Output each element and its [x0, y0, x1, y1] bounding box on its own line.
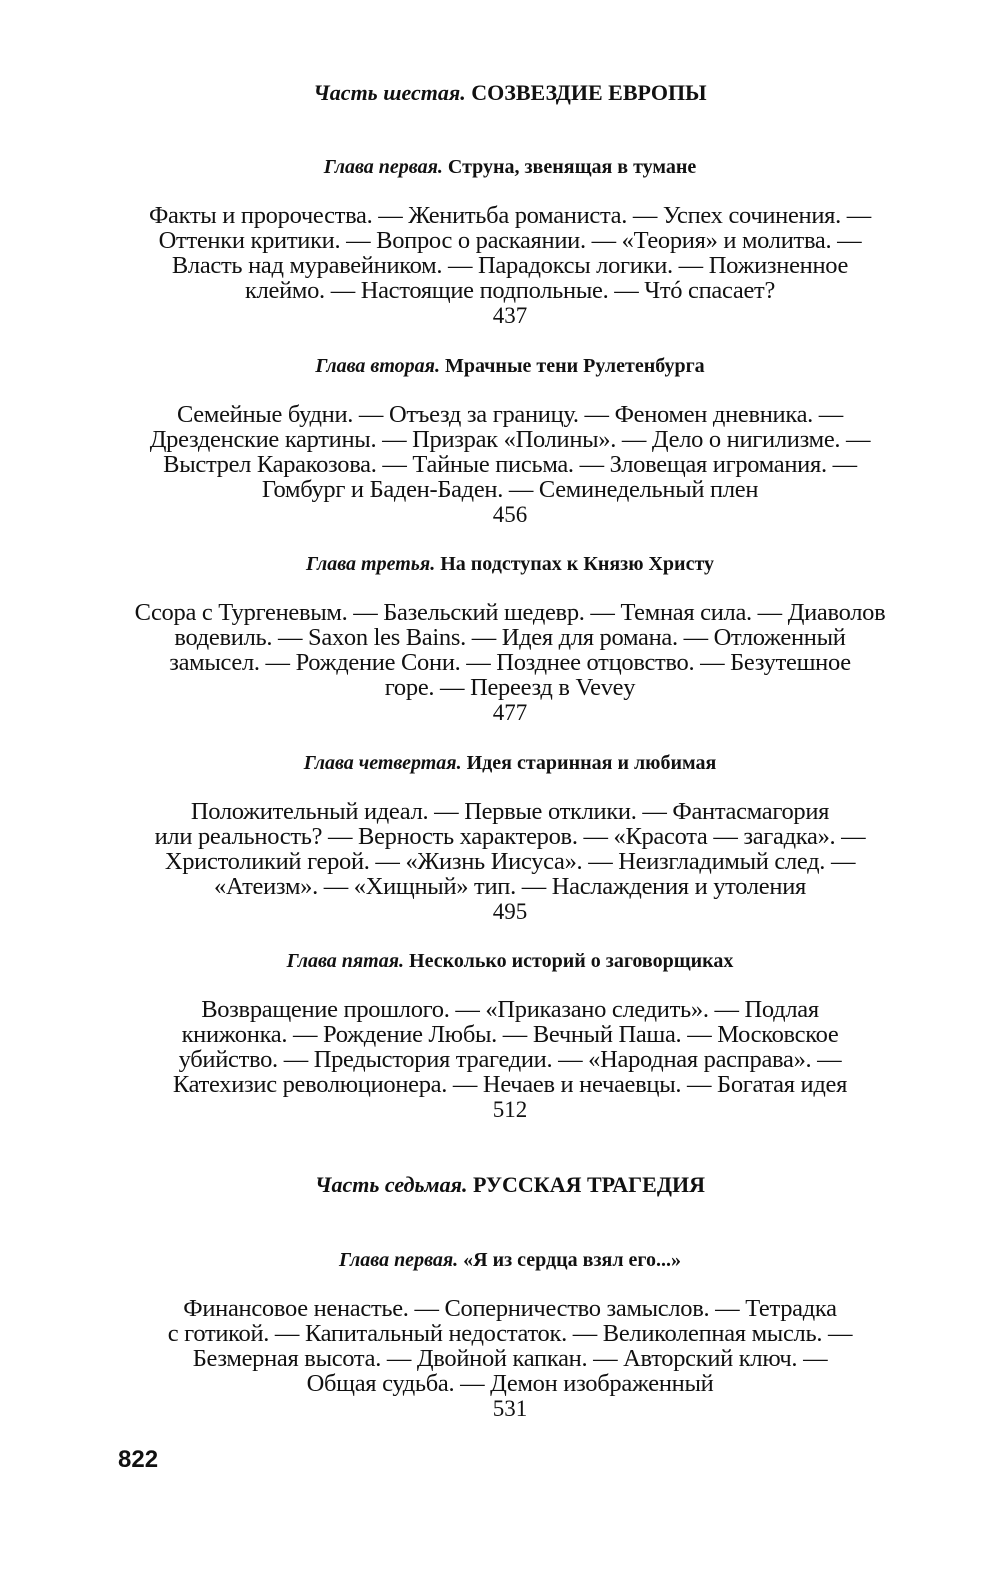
summary-line: книжонка. — Рождение Любы. — Вечный Паша. — Московское — [181, 1021, 839, 1048]
chapter-label: Глава третья. — [305, 553, 436, 575]
chapter-label: Глава пятая. — [286, 950, 405, 972]
part-heading-6 — [80, 80, 940, 106]
chapter-label: Глава вторая. — [315, 355, 440, 377]
chapter-title: Несколько историй о заговорщиках — [409, 950, 734, 972]
chapter-page-number: 456 — [492, 502, 528, 527]
page-number: 822 — [118, 1446, 159, 1473]
part-title: РУССКАЯ ТРАГЕДИЯ — [472, 1172, 705, 1197]
part-label: Часть седьмая. — [315, 1172, 468, 1197]
summary-line: Семейные будни. — Отъезд за границу. — Феномен дневника. — — [176, 401, 844, 428]
chapter-heading — [80, 751, 940, 775]
chapter-label: Глава первая. — [338, 1249, 459, 1271]
chapter-page-number: 531 — [492, 1396, 528, 1421]
summary-line: Катехизис революционера. — Нечаев и нечаевцы. — Богатая идея — [172, 1071, 848, 1098]
summary-line: Безмерная высота. — Двойной капкан. — Авторский ключ. — — [192, 1345, 828, 1372]
chapter-heading — [80, 354, 940, 378]
summary-line: клеймо. — Настоящие подпольные. — Чтó спасает? — [244, 277, 776, 304]
summary-line: с готикой. — Капитальный недостаток. — Великолепная мысль. — — [167, 1320, 853, 1347]
chapter-heading — [80, 949, 940, 973]
summary-line: Дрезденские картины. — Призрак «Полины». — Дело о нигилизме. — — [149, 426, 871, 453]
chapter-page-number: 495 — [492, 899, 528, 924]
summary-line: убийство. — Предыстория трагедии. — «Народная расправа». — — [178, 1046, 842, 1073]
summary-line: Общая судьба. — Демон изображенный — [306, 1370, 714, 1397]
summary-line: Власть над муравейником. — Парадоксы логики. — Пожизненное — [171, 252, 849, 279]
chapter-summary — [80, 997, 940, 1122]
summary-line: Факты и пророчества. — Женитьба романиста. — Успех сочинения. — — [148, 202, 871, 229]
summary-line: «Атеизм». — «Хищный» тип. — Наслаждения и утоления — [214, 873, 806, 900]
summary-line: Выстрел Каракозова. — Тайные письма. — Зловещая игромания. — — [163, 451, 857, 478]
chapter-summary — [80, 799, 940, 924]
chapter-title: На подступах к Князю Христу — [440, 553, 715, 575]
summary-line: Ссора с Тургеневым. — Базельский шедевр. — Темная сила. — Диаволов — [134, 599, 886, 626]
part-title: СОЗВЕЗДИЕ ЕВРОПЫ — [471, 80, 707, 105]
summary-line: Возвращение прошлого. — «Приказано следить». — Подлая — [201, 996, 819, 1023]
part-label: Часть шестая. — [313, 80, 466, 105]
chapter-heading — [80, 552, 940, 576]
summary-line: Оттенки критики. — Вопрос о раскаянии. — «Теория» и молитва. — — [158, 227, 862, 254]
chapter-summary — [80, 203, 940, 328]
chapter-heading — [80, 1248, 940, 1272]
chapter-title: Струна, звенящая в тумане — [447, 156, 697, 178]
chapter-page-number: 512 — [492, 1097, 528, 1122]
chapter-title: Идея старинная и любимая — [466, 752, 717, 774]
chapter-label: Глава первая. — [323, 156, 443, 178]
chapter-summary — [80, 600, 940, 725]
summary-line: горе. — Переезд в Vevey — [384, 674, 636, 701]
summary-line: Гомбург и Баден-Баден. — Семинедельный плен — [261, 476, 759, 503]
summary-line: водевиль. — Saxon les Bains. — Идея для романа. — Отложенный — [174, 624, 846, 651]
summary-line: замысел. — Рождение Сони. — Позднее отцовство. — Безутешное — [169, 649, 851, 676]
summary-line: Финансовое ненастье. — Соперничество замыслов. — Тетрадка — [183, 1295, 837, 1322]
summary-line: или реальность? — Верность характеров. — «Красота — загадка». — — [154, 823, 866, 850]
chapter-heading — [80, 155, 940, 179]
chapter-summary — [80, 402, 940, 527]
chapter-title: Мрачные тени Рулетенбурга — [444, 355, 705, 377]
chapter-title: «Я из сердца взял его...» — [463, 1249, 682, 1271]
chapter-page-number: 477 — [492, 700, 528, 725]
chapter-page-number: 437 — [492, 303, 528, 328]
summary-line: Христоликий герой. — «Жизнь Иисуса». — Неизгладимый след. — — [164, 848, 856, 875]
part-heading-7 — [80, 1172, 940, 1198]
summary-line: Положительный идеал. — Первые отклики. — Фантасмагория — [190, 798, 830, 825]
chapter-summary — [80, 1296, 940, 1421]
chapter-label: Глава четвертая. — [303, 752, 462, 774]
